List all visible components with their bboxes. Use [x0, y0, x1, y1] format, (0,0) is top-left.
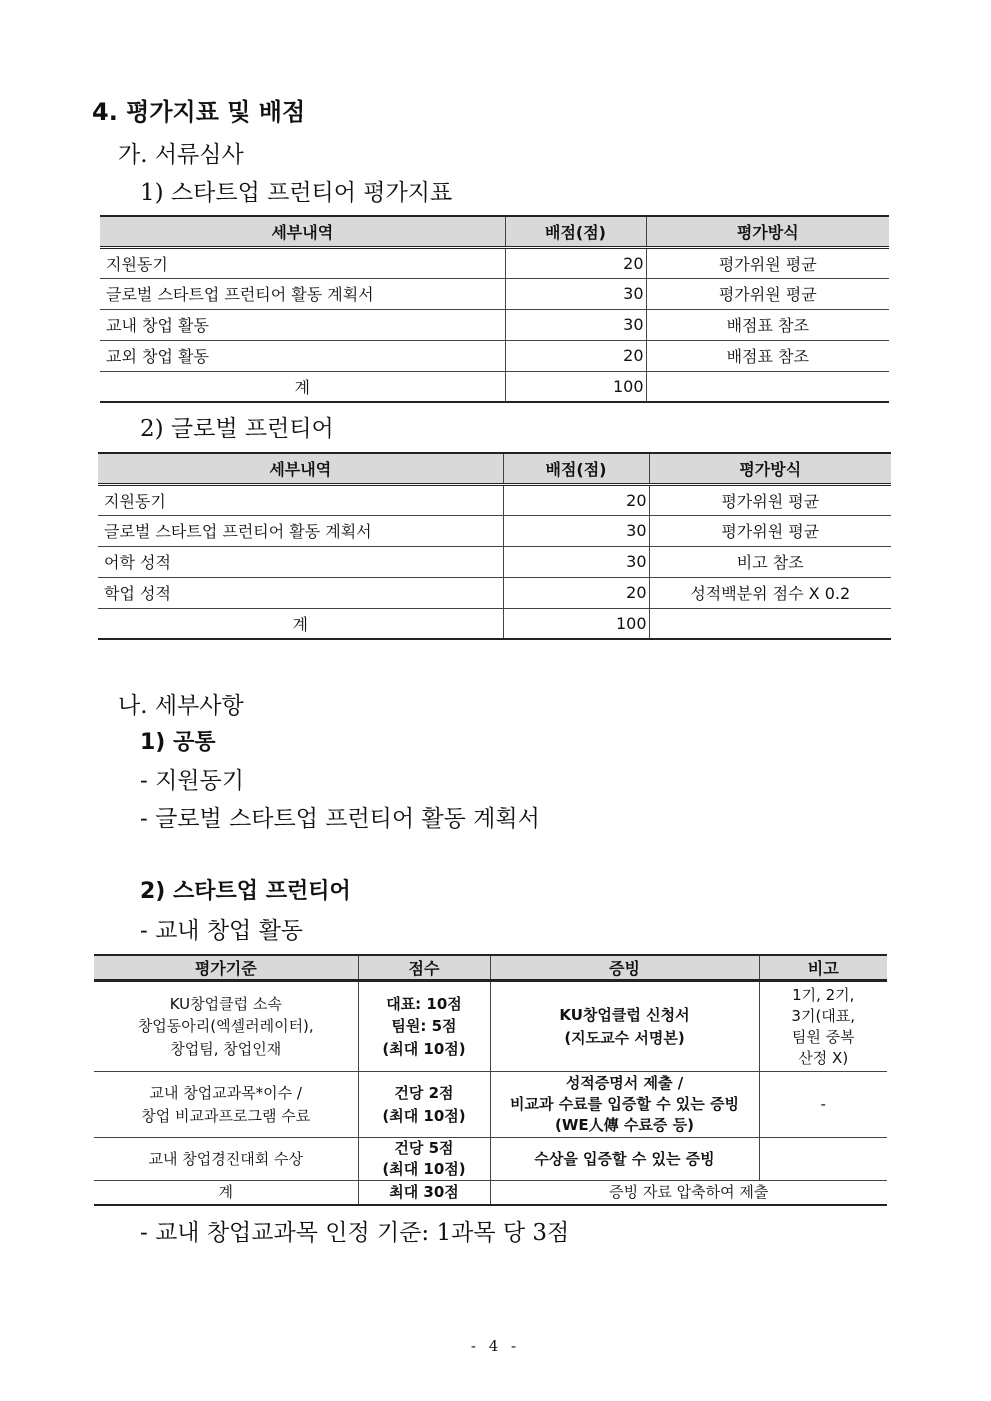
total-note: 증빙 자료 압축하여 제출 [490, 1181, 887, 1205]
score-cell: 건당 2점 (최대 10점) [358, 1072, 490, 1138]
table-header: 세부내역 [100, 216, 505, 247]
criteria-cell: KU창업클럽 소속 창업동아리(엑셀러레이터), 창업팀, 창업인재 [94, 981, 358, 1072]
table-cell: 20 [505, 247, 646, 278]
table-cell: 배점표 참조 [646, 340, 889, 371]
table-cell: 평가위원 평균 [646, 247, 889, 278]
table-header: 점수 [358, 955, 490, 981]
table-oncampus-activities [94, 954, 887, 1206]
table-header: 평가기준 [94, 955, 358, 981]
table-header: 배점(점) [505, 216, 646, 247]
criteria-cell: 교내 창업교과목*이수 / 창업 비교과프로그램 수료 [94, 1072, 358, 1138]
note-cell [759, 1138, 887, 1181]
table-row [100, 309, 889, 340]
total-label: 계 [100, 371, 505, 402]
table-total-row [94, 1181, 887, 1205]
table-cell: 교내 창업 활동 [100, 309, 505, 340]
table-cell: 비고 참조 [649, 546, 891, 577]
table1-title: 1) 스타트업 프런티어 평가지표 [140, 180, 453, 206]
table-header: 평가방식 [649, 453, 891, 484]
table-cell: 평가위원 평균 [649, 484, 891, 515]
table-cell: 배점표 참조 [646, 309, 889, 340]
table-cell: 평가위원 평균 [649, 515, 891, 546]
table-header: 배점(점) [503, 453, 649, 484]
table-header: 세부내역 [98, 453, 503, 484]
table-cell: 학업 성적 [98, 577, 503, 608]
table-cell: 지원동기 [98, 484, 503, 515]
table-header: 증빙 [490, 955, 759, 981]
table-cell: 30 [505, 309, 646, 340]
table-cell: 30 [503, 515, 649, 546]
table-cell: 성적백분위 점수 X 0.2 [649, 577, 891, 608]
table-row [98, 577, 891, 608]
total-score: 최대 30점 [358, 1181, 490, 1205]
table-cell: 교외 창업 활동 [100, 340, 505, 371]
criteria-cell: 교내 창업경진대회 수상 [94, 1138, 358, 1181]
proof-cell: KU창업클럽 신청서 (지도교수 서명본) [490, 981, 759, 1072]
common-item: - 지원동기 [140, 768, 244, 794]
note-cell: - [759, 1072, 887, 1138]
table-global-frontier [98, 452, 891, 640]
table-cell: 20 [505, 340, 646, 371]
footnote: - 교내 창업교과목 인정 기준: 1과목 당 3점 [140, 1220, 570, 1246]
note-cell: 1기, 2기, 3기(대표, 팀원 중복 산정 X) [759, 981, 887, 1072]
table-cell: 지원동기 [100, 247, 505, 278]
table-header: 비고 [759, 955, 887, 981]
table-row [94, 1138, 887, 1181]
subsection-a-title: 가. 서류심사 [118, 142, 244, 168]
table-row [98, 515, 891, 546]
table-row [98, 484, 891, 515]
table-row [100, 247, 889, 278]
table-row [94, 1072, 887, 1138]
table-cell: 30 [503, 546, 649, 577]
table2-title: 2) 글로벌 프런티어 [140, 416, 334, 442]
table-cell: 글로벌 스타트업 프런티어 활동 계획서 [98, 515, 503, 546]
section-title: 4. 평가지표 및 배점 [92, 98, 306, 126]
subsection-b-title: 나. 세부사항 [118, 693, 244, 719]
table-cell: 평가위원 평균 [646, 278, 889, 309]
score-cell: 대표: 10점 팀원: 5점 (최대 10점) [358, 981, 490, 1072]
total-label: 계 [94, 1181, 358, 1205]
score-cell: 건당 5점 (최대 10점) [358, 1138, 490, 1181]
table-startup-frontier [100, 215, 889, 403]
total-label: 계 [98, 608, 503, 639]
startup-title: 2) 스타트업 프런티어 [140, 879, 351, 904]
total-value: 100 [505, 371, 646, 402]
proof-cell: 성적증명서 제출 / 비교과 수료를 입증할 수 있는 증빙 (WE人傳 수료증 등) [490, 1072, 759, 1138]
table-cell: 어학 성적 [98, 546, 503, 577]
table-row [100, 278, 889, 309]
common-item: - 글로벌 스타트업 프런티어 활동 계획서 [140, 806, 540, 832]
table-cell: 글로벌 스타트업 프런티어 활동 계획서 [100, 278, 505, 309]
page-number: - 4 - [470, 1337, 521, 1355]
table-total-row [98, 608, 891, 639]
total-value: 100 [503, 608, 649, 639]
table-row [98, 546, 891, 577]
table-total-row [100, 371, 889, 402]
common-title: 1) 공통 [140, 730, 216, 755]
table-cell: 20 [503, 484, 649, 515]
table-row [100, 340, 889, 371]
table-row [94, 981, 887, 1072]
table-cell: 30 [505, 278, 646, 309]
table-header: 평가방식 [646, 216, 889, 247]
table-cell: 20 [503, 577, 649, 608]
startup-item: - 교내 창업 활동 [140, 918, 304, 944]
proof-cell: 수상을 입증할 수 있는 증빙 [490, 1138, 759, 1181]
